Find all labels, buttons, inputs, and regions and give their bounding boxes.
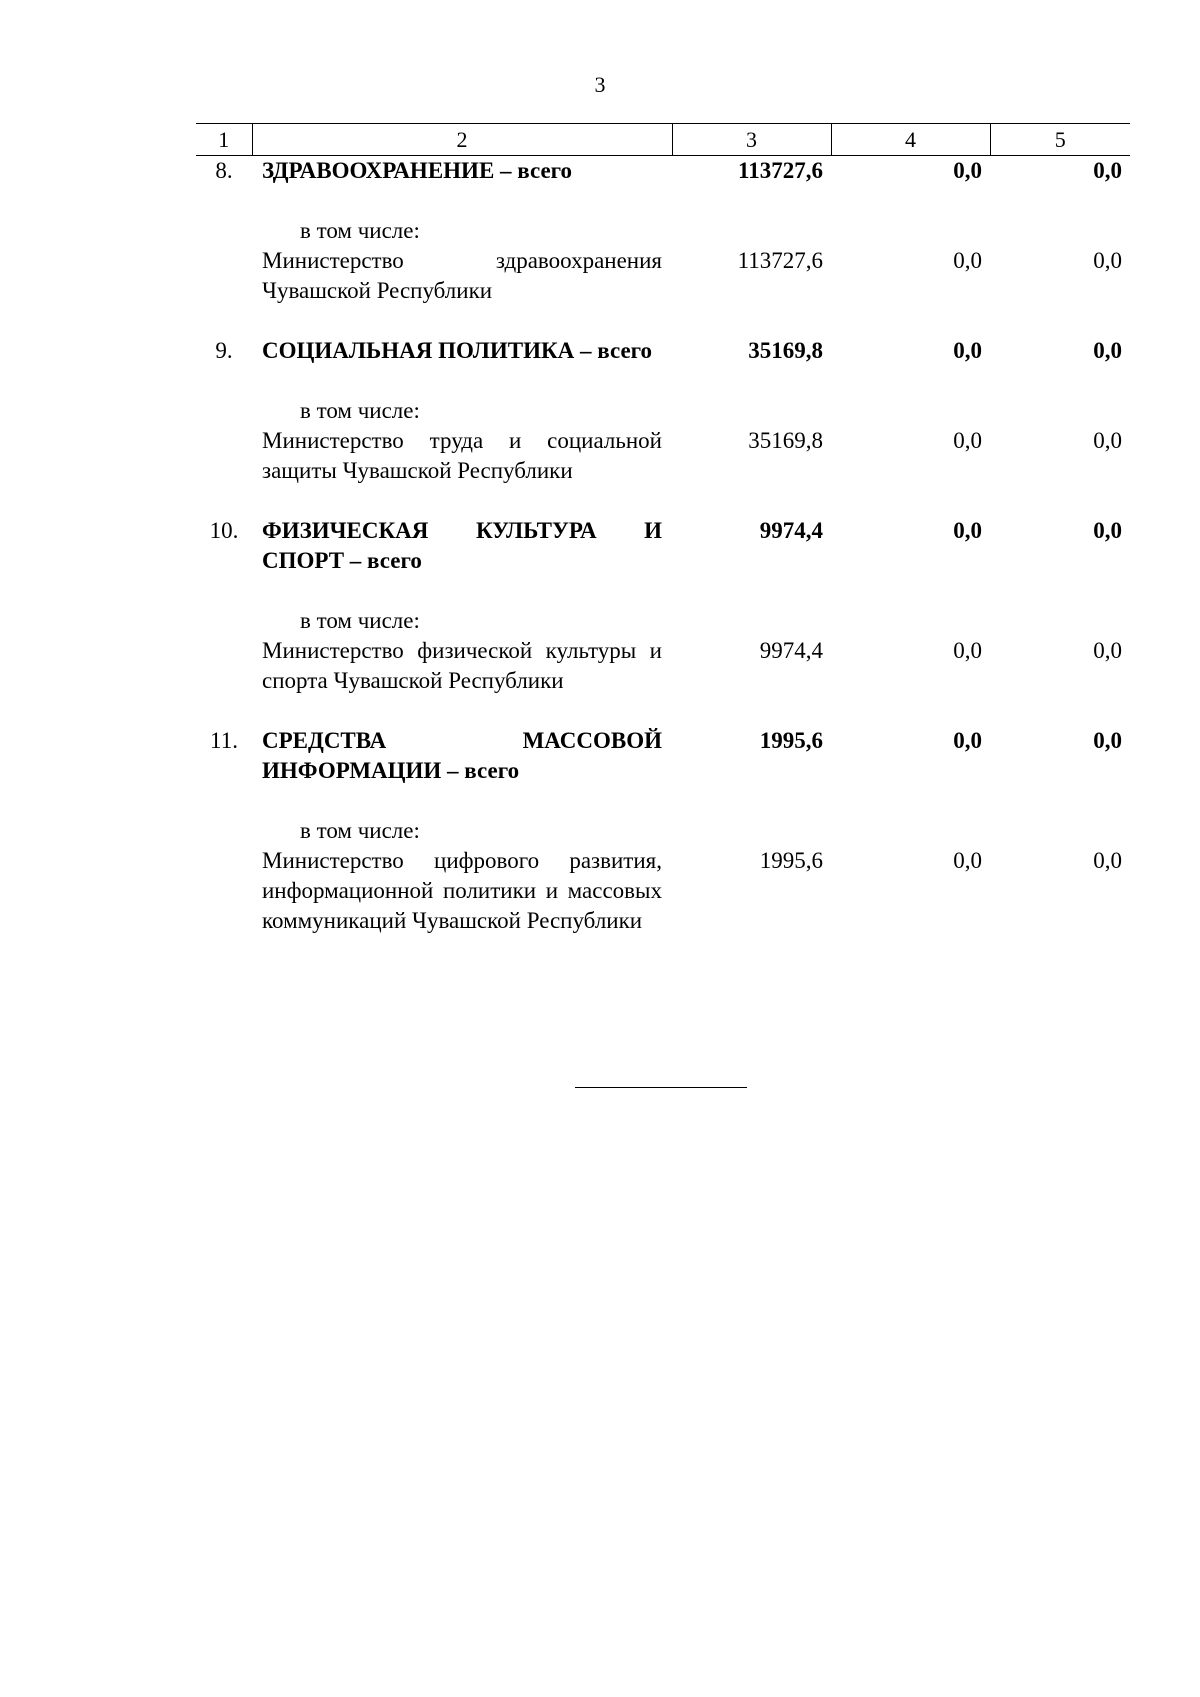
row-title: СРЕДСТВА МАССОВОЙ ИНФОРМАЦИИ – всего	[262, 728, 662, 783]
row-number: 8.	[215, 158, 233, 183]
table-row	[196, 156, 1130, 187]
sub-value-3: 113727,6	[737, 248, 823, 273]
row-value-3: 1995,6	[759, 728, 823, 753]
table-row	[196, 606, 1130, 696]
row-value-4: 0,0	[953, 518, 982, 543]
row-title: ФИЗИЧЕСКАЯ КУЛЬТУРА И СПОРТ – всего	[262, 518, 662, 573]
row-value-5: 0,0	[1093, 158, 1122, 183]
table-header-row	[196, 124, 1130, 156]
sub-value-5: 0,0	[1093, 248, 1122, 273]
row-subitem	[252, 396, 672, 486]
sub-name: Министерство физической культуры и спорта Чувашской Республики	[262, 638, 662, 693]
row-subitem	[252, 816, 672, 936]
row-value-3: 35169,8	[748, 338, 823, 363]
sub-value-3: 1995,6	[759, 848, 823, 873]
row-title: ЗДРАВООХРАНЕНИЕ – всего	[262, 158, 573, 183]
table-row	[196, 516, 1130, 576]
sub-value-3: 35169,8	[748, 428, 823, 453]
budget-table	[196, 123, 1130, 936]
sub-value-3: 9974,4	[759, 638, 823, 663]
sub-label: в том числе:	[300, 218, 420, 243]
row-value-4: 0,0	[953, 338, 982, 363]
column-header-2: 2	[252, 124, 672, 156]
row-value-5: 0,0	[1093, 728, 1122, 753]
end-separator-line	[575, 1087, 747, 1088]
row-number: 11.	[210, 728, 238, 753]
column-header-4: 4	[831, 124, 990, 156]
column-header-1: 1	[196, 124, 252, 156]
table-row	[196, 396, 1130, 486]
column-header-5: 5	[990, 124, 1130, 156]
sub-value-4: 0,0	[953, 248, 982, 273]
row-number: 10.	[209, 518, 239, 543]
row-subitem	[252, 606, 672, 696]
sub-name: Министерство труда и социальной защиты Чувашской Республики	[262, 428, 662, 483]
sub-value-5: 0,0	[1093, 638, 1122, 663]
sub-label: в том числе:	[300, 398, 420, 423]
sub-value-4: 0,0	[953, 638, 982, 663]
sub-value-5: 0,0	[1093, 848, 1122, 873]
row-value-4: 0,0	[953, 158, 982, 183]
sub-name: Министерство здравоохранения Чувашской Республики	[262, 248, 662, 303]
table-row	[196, 336, 1130, 366]
row-value-5: 0,0	[1093, 518, 1122, 543]
sub-value-4: 0,0	[953, 428, 982, 453]
sub-label: в том числе:	[300, 818, 420, 843]
table-row	[196, 726, 1130, 786]
page-number: 3	[594, 72, 606, 97]
table-row	[196, 216, 1130, 306]
sub-label: в том числе:	[300, 608, 420, 633]
row-value-3: 113727,6	[738, 158, 823, 183]
row-subitem	[252, 216, 672, 306]
sub-name: Министерство цифрового развития, информационной политики и массовых коммуникаций Чувашской Республики	[262, 848, 662, 933]
row-value-3: 9974,4	[759, 518, 823, 543]
row-number: 9.	[215, 338, 233, 363]
row-value-4: 0,0	[953, 728, 982, 753]
sub-value-5: 0,0	[1093, 428, 1122, 453]
row-title: СОЦИАЛЬНАЯ ПОЛИТИКА – всего	[262, 338, 653, 363]
sub-value-4: 0,0	[953, 848, 982, 873]
row-value-5: 0,0	[1093, 338, 1122, 363]
column-header-3: 3	[672, 124, 831, 156]
table-row	[196, 816, 1130, 936]
